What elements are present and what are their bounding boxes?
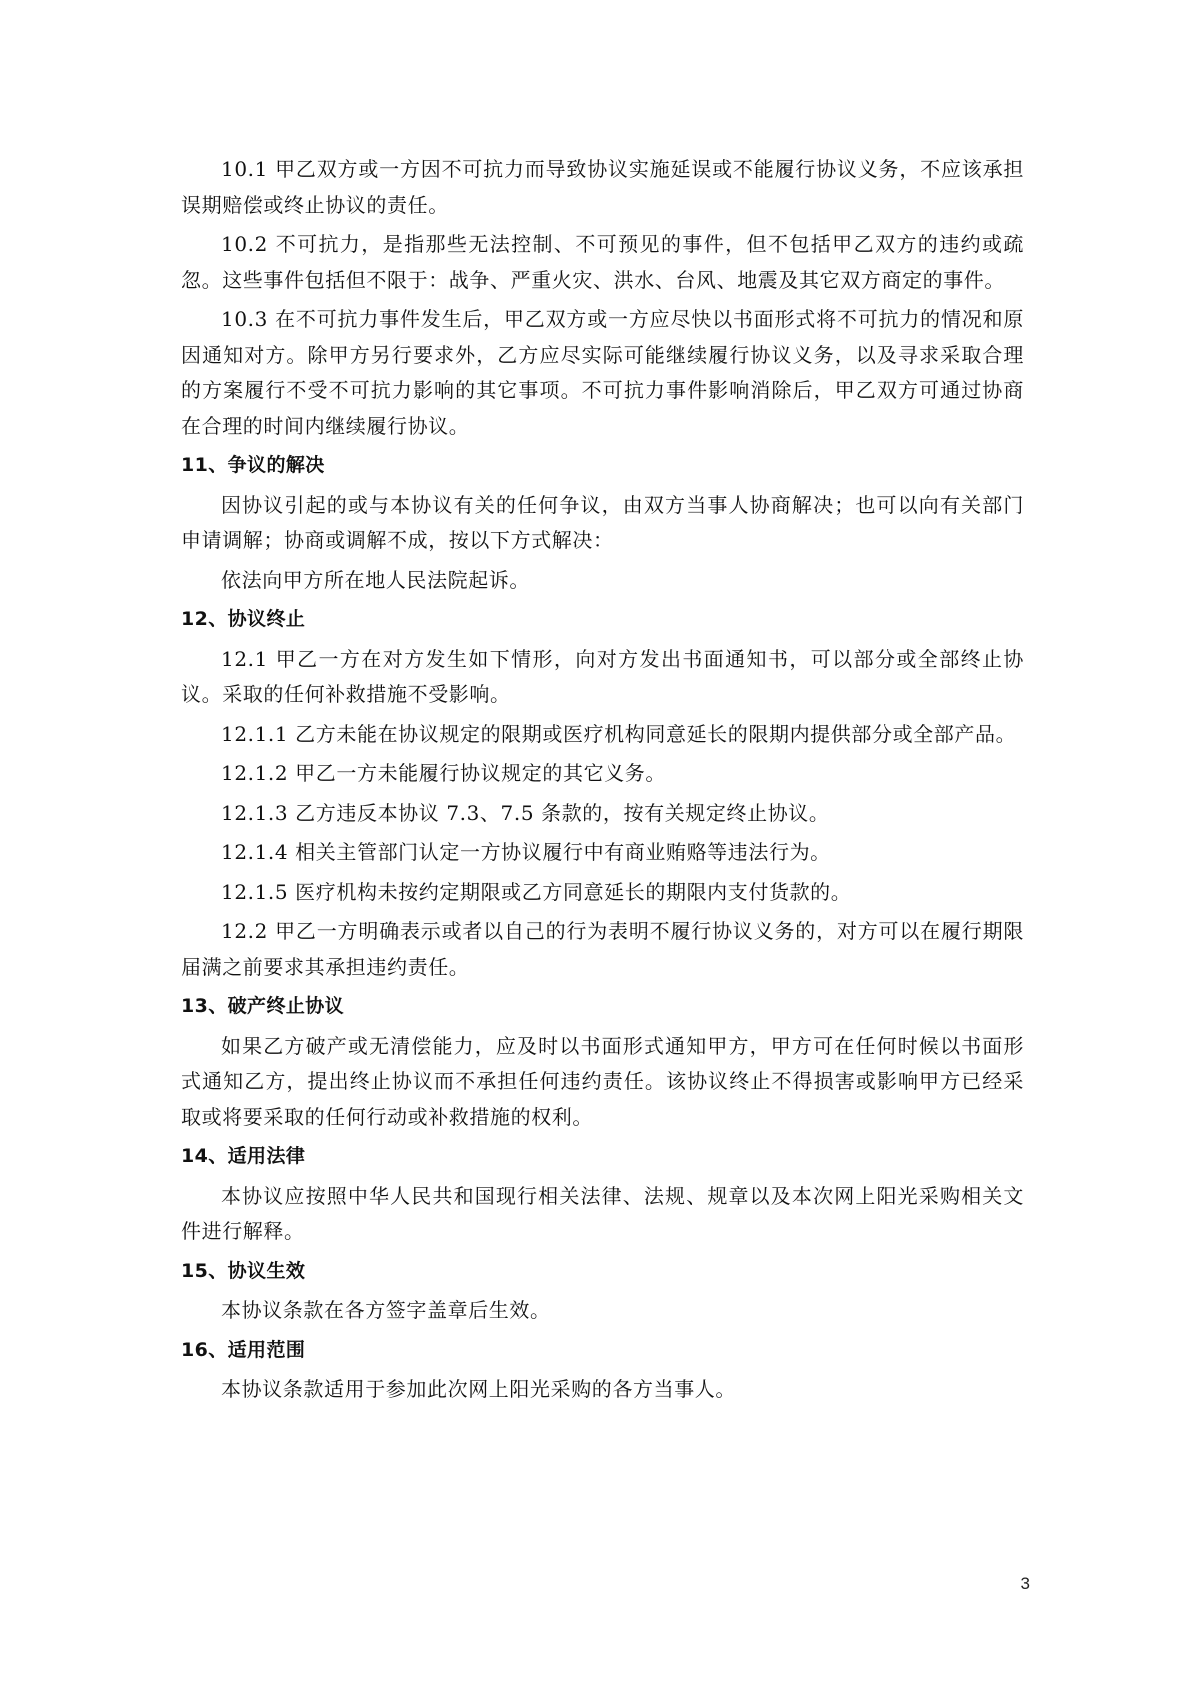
clause-12-1-3: 12.1.3 乙方违反本协议 7.3、7.5 条款的，按有关规定终止协议。 [221,800,830,825]
clause-10-1: 10.1 甲乙双方或一方因不可抗力而导致协议实施延误或不能履行协议义务，不应该承担误期赔偿或终止协议的责任。 [181,157,1024,217]
clause-16-text: 本协议条款适用于参加此次网上阳光采购的各方当事人。 [221,1377,736,1401]
clause-13-text: 如果乙方破产或无清偿能力，应及时以书面形式通知甲方，甲方可在任何时候以书面形式通知乙方，提出终止协议而不承担任何违约责任。该协议终止不得损害或影响甲方已经采取或将要采取的任何行动或补救措施的权利。 [181,1033,1024,1129]
clause-12-1-5: 12.1.5 医疗机构未按约定期限或乙方同意延长的期限内支付货款的。 [221,879,852,904]
section-heading-15: 15、协议生效 [181,1259,306,1282]
clause-12-1-1: 12.1.1 乙方未能在协议规定的限期或医疗机构同意延长的限期内提供部分或全部产品。 [221,721,1017,746]
section-heading-13: 13、破产终止协议 [181,995,345,1017]
clause-12-2: 12.2 甲乙一方明确表示或者以自己的行为表明不履行协议义务的，对方可以在履行期限届满之前要求其承担违约责任。 [181,919,1024,979]
section-heading-12: 12、协议终止 [181,608,306,630]
section-heading-16: 16、适用范围 [181,1338,306,1361]
clause-12-1: 12.1 甲乙一方在对方发生如下情形，向对方发出书面通知书，可以部分或全部终止协议。采取的任何补救措施不受影响。 [181,646,1024,706]
clause-14-text: 本协议应按照中华人民共和国现行相关法律、法规、规章以及本次网上阳光采购相关文件进行解释。 [181,1183,1024,1243]
document-body [181,152,1024,1412]
clause-10-3: 10.3 在不可抗力事件发生后，甲乙双方或一方应尽快以书面形式将不可抗力的情况和原因通知对方。除甲方另行要求外，乙方应尽实际可能继续履行协议义务，以及寻求采取合理的方案履行不受不可抗力影响的其它事项。不可抗力事件影响消除后，甲乙双方可通过协商在合理的时间内继续履行协议。 [181,307,1024,438]
clause-15-text: 本协议条款在各方签字盖章后生效。 [221,1298,551,1322]
page-number: 3 [1020,1574,1030,1593]
section-heading-14: 14、适用法律 [181,1145,306,1167]
clause-12-1-4: 12.1.4 相关主管部门认定一方协议履行中有商业贿赂等违法行为。 [221,840,831,864]
clause-10-2: 10.2 不可抗力，是指那些无法控制、不可预见的事件，但不包括甲乙双方的违约或疏忽。这些事件包括但不限于：战争、严重火灾、洪水、台风、地震及其它双方商定的事件。 [181,232,1024,292]
section-heading-11: 11、争议的解决 [181,454,325,476]
clause-12-1-2: 12.1.2 甲乙一方未能履行协议规定的其它义务。 [221,761,666,785]
clause-11-resolution: 依法向甲方所在地人民法院起诉。 [221,567,530,592]
clause-11-text: 因协议引起的或与本协议有关的任何争议，由双方当事人协商解决；也可以向有关部门申请调解；协商或调解不成，按以下方式解决： [181,492,1024,552]
